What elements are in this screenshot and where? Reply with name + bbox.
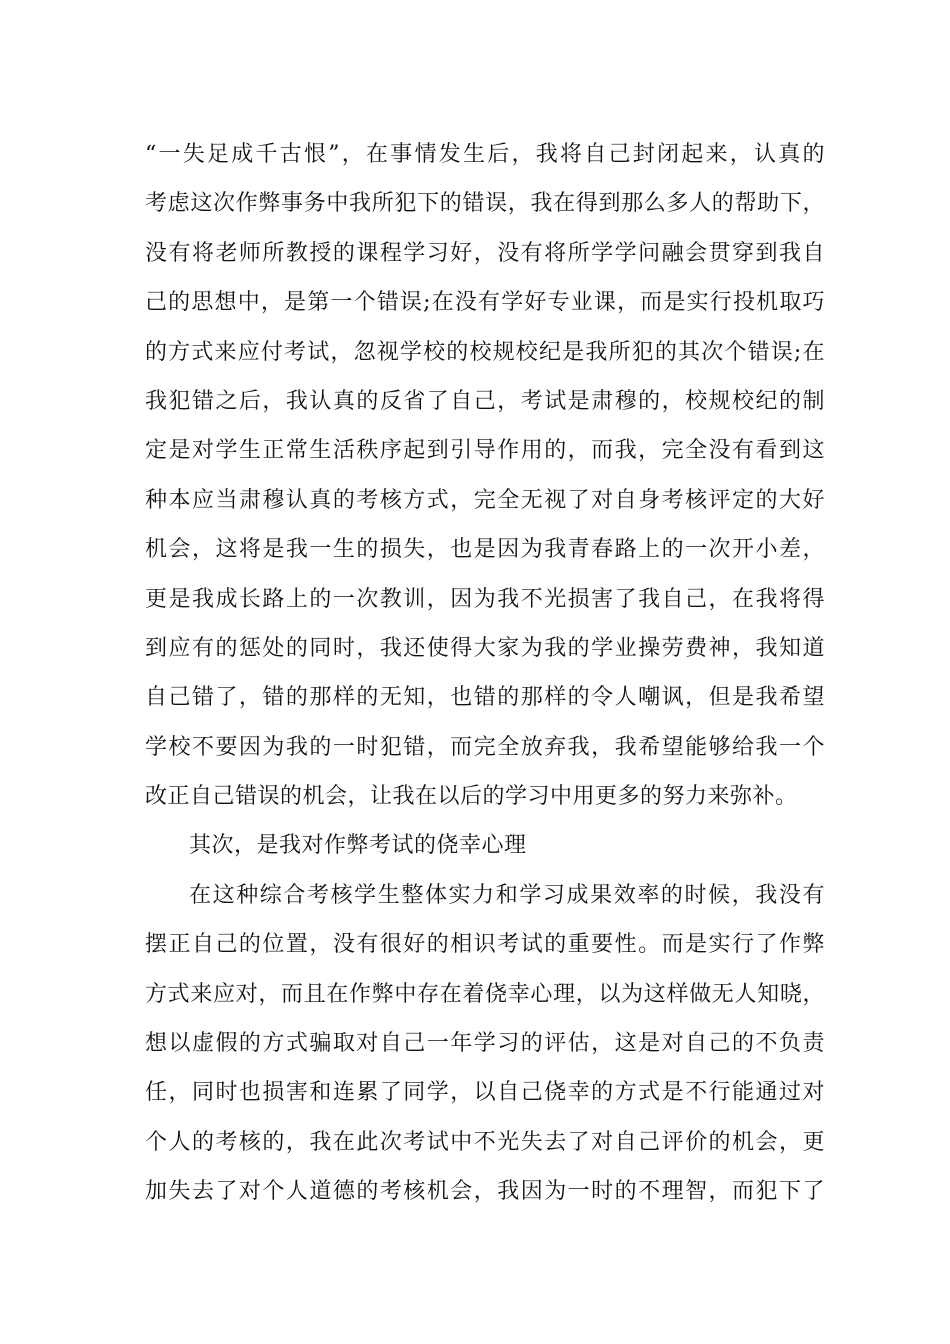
text-line: 想以虚假的方式骗取对自己一年学习的评估，这是对自己的不负责 (145, 1031, 825, 1057)
text-line: 我犯错之后，我认真的反省了自己，考试是肃穆的，校规校纪的制 (145, 388, 825, 414)
text-line: 学校不要因为我的一时犯错，而完全放弃我，我希望能够给我一个 (145, 734, 825, 760)
text-line: 到应有的惩处的同时，我还使得大家为我的学业操劳费神，我知道 (145, 635, 825, 661)
text-line: 加失去了对个人道德的考核机会，我因为一时的不理智，而犯下了 (145, 1179, 825, 1205)
paragraph-start-line: 在这种综合考核学生整体实力和学习成果效率的时候，我没有 (189, 882, 825, 908)
text-line: 的方式来应付考试，忽视学校的校规校纪是我所犯的其次个错误;在 (145, 339, 825, 365)
section-heading: 其次，是我对作弊考试的侥幸心理 (189, 833, 527, 859)
text-line: 任，同时也损害和连累了同学，以自己侥幸的方式是不行能通过对 (145, 1080, 825, 1106)
text-line: 考虑这次作弊事务中我所犯下的错误，我在得到那么多人的帮助下， (145, 191, 825, 217)
text-line: 定是对学生正常生活秩序起到引导作用的，而我，完全没有看到这 (145, 438, 825, 464)
text-line: 己的思想中，是第一个错误;在没有学好专业课，而是实行投机取巧 (145, 290, 825, 316)
text-line: 种本应当肃穆认真的考核方式，完全无视了对自身考核评定的大好 (145, 487, 825, 513)
text-line: 个人的考核的，我在此次考试中不光失去了对自己评价的机会，更 (145, 1129, 825, 1155)
text-line: 方式来应对，而且在作弊中存在着侥幸心理，以为这样做无人知晓， (145, 981, 825, 1007)
text-line: “一失足成千古恨”，在事情发生后，我将自己封闭起来，认真的 (145, 142, 825, 167)
body-text (145, 130, 825, 1217)
text-line: 摆正自己的位置，没有很好的相识考试的重要性。而是实行了作弊 (145, 932, 825, 958)
text-line: 自己错了，错的那样的无知，也错的那样的令人嘲讽，但是我希望 (145, 685, 825, 711)
text-line: 更是我成长路上的一次教训，因为我不光损害了我自己，在我将得 (145, 586, 825, 612)
text-line: 没有将老师所教授的课程学习好，没有将所学学问融会贯穿到我自 (145, 240, 825, 266)
paragraph-end-line: 改正自己错误的机会，让我在以后的学习中用更多的努力来弥补。 (145, 784, 798, 810)
text-line: 机会，这将是我一生的损失，也是因为我青春路上的一次开小差， (145, 537, 825, 563)
